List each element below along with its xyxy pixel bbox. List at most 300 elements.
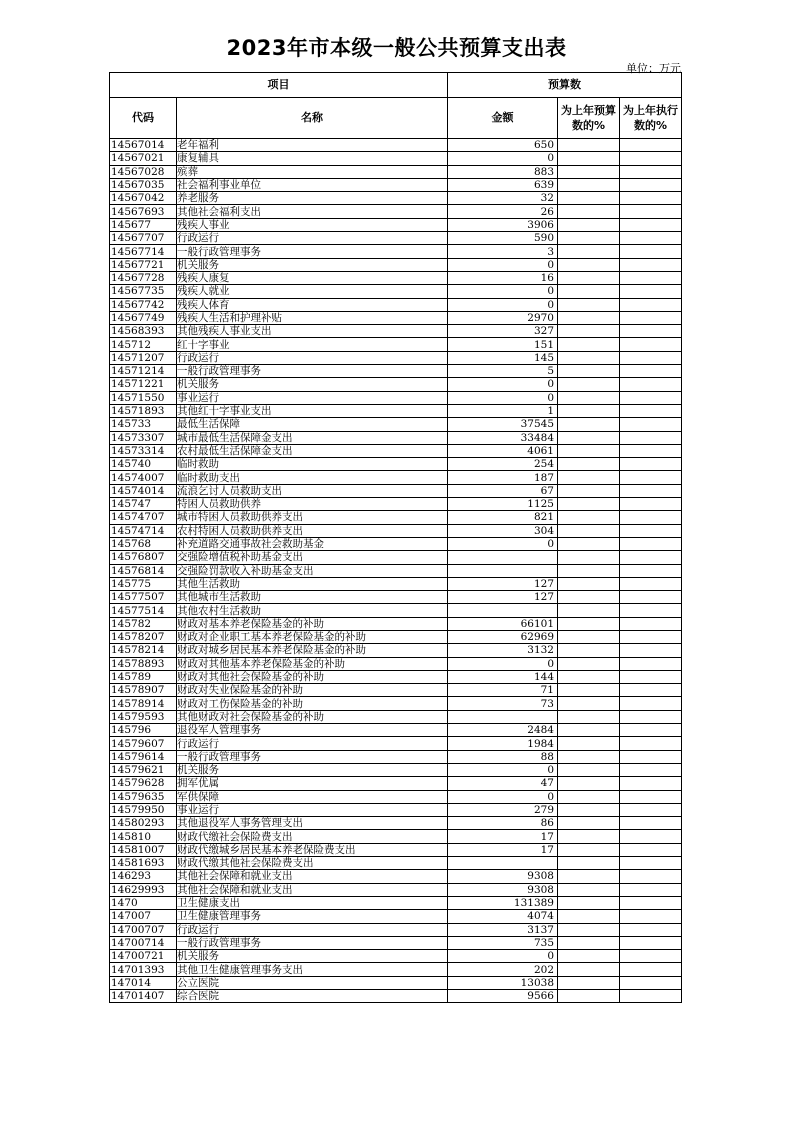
row-pct-prev-budget: [558, 192, 620, 205]
row-code: 145796: [110, 724, 177, 737]
row-amount: 86: [448, 817, 558, 830]
row-pct-prev-budget: [558, 710, 620, 723]
row-pct-prev-exec: [620, 458, 682, 471]
row-pct-prev-budget: [558, 404, 620, 417]
row-pct-prev-exec: [620, 298, 682, 311]
row-code: 145782: [110, 617, 177, 630]
row-pct-prev-exec: [620, 551, 682, 564]
table-row: [110, 351, 682, 364]
row-name: 其他社会保障和就业支出: [177, 870, 448, 883]
table-row: [110, 537, 682, 550]
row-name: 殡葬: [177, 165, 448, 178]
row-code: 14578914: [110, 697, 177, 710]
row-name: 残疾人事业: [177, 218, 448, 231]
row-amount: 26: [448, 205, 558, 218]
row-name: 交强险罚款收入补助基金支出: [177, 564, 448, 577]
row-name: 财政代缴城乡居民基本养老保险费支出: [177, 843, 448, 856]
table-row: [110, 378, 682, 391]
row-pct-prev-exec: [620, 418, 682, 431]
row-pct-prev-exec: [620, 192, 682, 205]
row-pct-prev-exec: [620, 870, 682, 883]
row-amount: 0: [448, 258, 558, 271]
table-row: [110, 245, 682, 258]
row-code: 14577514: [110, 604, 177, 617]
row-code: 145740: [110, 458, 177, 471]
row-amount: 145: [448, 351, 558, 364]
row-pct-prev-budget: [558, 750, 620, 763]
row-pct-prev-exec: [620, 351, 682, 364]
table-row: [110, 192, 682, 205]
row-pct-prev-exec: [620, 843, 682, 856]
row-pct-prev-budget: [558, 870, 620, 883]
header-code: 代码: [110, 98, 177, 139]
row-pct-prev-budget: [558, 258, 620, 271]
row-code: 14573307: [110, 431, 177, 444]
table-row: [110, 232, 682, 245]
table-row: [110, 777, 682, 790]
row-code: 14579635: [110, 790, 177, 803]
table-row: [110, 431, 682, 444]
row-pct-prev-exec: [620, 737, 682, 750]
budget-table: [109, 72, 682, 1003]
row-name: 一般行政管理事务: [177, 936, 448, 949]
row-pct-prev-exec: [620, 205, 682, 218]
row-amount: 0: [448, 298, 558, 311]
row-code: 14576814: [110, 564, 177, 577]
row-code: 145768: [110, 537, 177, 550]
table-row: [110, 724, 682, 737]
row-name: 军供保障: [177, 790, 448, 803]
row-name: 社会福利事业单位: [177, 178, 448, 191]
row-pct-prev-exec: [620, 657, 682, 670]
table-row: [110, 511, 682, 524]
table-row: [110, 365, 682, 378]
row-pct-prev-exec: [620, 724, 682, 737]
row-pct-prev-budget: [558, 923, 620, 936]
row-code: 14578214: [110, 644, 177, 657]
row-pct-prev-exec: [620, 338, 682, 351]
table-row: [110, 763, 682, 776]
row-pct-prev-exec: [620, 471, 682, 484]
row-amount: 590: [448, 232, 558, 245]
row-name: 机关服务: [177, 950, 448, 963]
row-pct-prev-budget: [558, 391, 620, 404]
row-code: 145810: [110, 830, 177, 843]
row-code: 14576807: [110, 551, 177, 564]
row-name: 残疾人就业: [177, 285, 448, 298]
row-pct-prev-exec: [620, 790, 682, 803]
row-name: 其他社会福利支出: [177, 205, 448, 218]
row-amount: [448, 710, 558, 723]
row-amount: 0: [448, 152, 558, 165]
row-pct-prev-budget: [558, 418, 620, 431]
row-code: 14567714: [110, 245, 177, 258]
row-pct-prev-budget: [558, 950, 620, 963]
row-code: 145747: [110, 498, 177, 511]
row-name: 其他社会保障和就业支出: [177, 883, 448, 896]
table-row: [110, 963, 682, 976]
row-name: 其他红十字事业支出: [177, 404, 448, 417]
row-amount: 4074: [448, 910, 558, 923]
row-pct-prev-budget: [558, 325, 620, 338]
row-amount: 1984: [448, 737, 558, 750]
row-amount: 0: [448, 378, 558, 391]
row-pct-prev-exec: [620, 697, 682, 710]
table-row: [110, 790, 682, 803]
row-code: 14629993: [110, 883, 177, 896]
table-row: [110, 391, 682, 404]
row-pct-prev-exec: [620, 524, 682, 537]
table-row: [110, 165, 682, 178]
row-amount: 127: [448, 577, 558, 590]
row-pct-prev-exec: [620, 936, 682, 949]
row-pct-prev-exec: [620, 591, 682, 604]
row-pct-prev-budget: [558, 910, 620, 923]
table-row: [110, 591, 682, 604]
row-pct-prev-exec: [620, 763, 682, 776]
row-amount: 9308: [448, 870, 558, 883]
row-pct-prev-budget: [558, 763, 620, 776]
row-pct-prev-exec: [620, 152, 682, 165]
row-pct-prev-budget: [558, 630, 620, 643]
row-name: 行政运行: [177, 737, 448, 750]
row-name: 卫生健康管理事务: [177, 910, 448, 923]
row-amount: [448, 564, 558, 577]
row-code: 147014: [110, 976, 177, 989]
table-row: [110, 577, 682, 590]
row-pct-prev-budget: [558, 139, 620, 152]
row-amount: [448, 857, 558, 870]
table-row: [110, 551, 682, 564]
row-name: 行政运行: [177, 923, 448, 936]
table-body: [110, 139, 682, 1003]
row-code: 14579607: [110, 737, 177, 750]
row-code: 14579950: [110, 803, 177, 816]
row-code: 14581693: [110, 857, 177, 870]
table-row: [110, 218, 682, 231]
row-pct-prev-exec: [620, 950, 682, 963]
row-code: 14567042: [110, 192, 177, 205]
header-name: 名称: [177, 98, 448, 139]
row-code: 14701393: [110, 963, 177, 976]
table-row: [110, 258, 682, 271]
row-pct-prev-exec: [620, 883, 682, 896]
row-pct-prev-exec: [620, 684, 682, 697]
table-row: [110, 710, 682, 723]
row-code: 14581007: [110, 843, 177, 856]
table-row: [110, 524, 682, 537]
row-code: 14567735: [110, 285, 177, 298]
row-amount: 883: [448, 165, 558, 178]
row-pct-prev-exec: [620, 431, 682, 444]
table-row: [110, 936, 682, 949]
row-pct-prev-budget: [558, 338, 620, 351]
row-code: 14567707: [110, 232, 177, 245]
row-amount: [448, 551, 558, 564]
row-name: 财政代缴社会保险费支出: [177, 830, 448, 843]
row-amount: 16: [448, 271, 558, 284]
row-name: 财政对其他社会保险基金的补助: [177, 670, 448, 683]
row-amount: 5: [448, 365, 558, 378]
row-pct-prev-exec: [620, 365, 682, 378]
row-code: 14580293: [110, 817, 177, 830]
row-amount: 66101: [448, 617, 558, 630]
row-pct-prev-budget: [558, 471, 620, 484]
row-amount: 0: [448, 657, 558, 670]
row-amount: 202: [448, 963, 558, 976]
row-amount: 1125: [448, 498, 558, 511]
table-row: [110, 910, 682, 923]
table-row: [110, 737, 682, 750]
row-amount: 735: [448, 936, 558, 949]
row-name: 老年福利: [177, 139, 448, 152]
row-pct-prev-exec: [620, 258, 682, 271]
table-row: [110, 870, 682, 883]
table-row: [110, 857, 682, 870]
row-pct-prev-budget: [558, 271, 620, 284]
row-pct-prev-exec: [620, 325, 682, 338]
table-row: [110, 923, 682, 936]
row-code: 14579614: [110, 750, 177, 763]
table-row: [110, 883, 682, 896]
row-name: 财政对工伤保险基金的补助: [177, 697, 448, 710]
table-row: [110, 684, 682, 697]
row-code: 14579628: [110, 777, 177, 790]
row-amount: 71: [448, 684, 558, 697]
table-row: [110, 657, 682, 670]
unit-label: 单位：万元: [626, 62, 681, 75]
row-pct-prev-budget: [558, 551, 620, 564]
table-row: [110, 803, 682, 816]
row-pct-prev-budget: [558, 498, 620, 511]
row-pct-prev-budget: [558, 777, 620, 790]
row-pct-prev-budget: [558, 458, 620, 471]
row-amount: 73: [448, 697, 558, 710]
row-pct-prev-exec: [620, 857, 682, 870]
table-row: [110, 817, 682, 830]
table-row: [110, 178, 682, 191]
row-pct-prev-exec: [620, 963, 682, 976]
row-pct-prev-exec: [620, 139, 682, 152]
row-name: 其他卫生健康管理事务支出: [177, 963, 448, 976]
row-amount: 304: [448, 524, 558, 537]
row-pct-prev-exec: [620, 218, 682, 231]
row-name: 残疾人体育: [177, 298, 448, 311]
row-pct-prev-budget: [558, 178, 620, 191]
row-code: 14574714: [110, 524, 177, 537]
row-code: 14571207: [110, 351, 177, 364]
header-pct-prev-budget: 为上年预算数的%: [558, 98, 620, 139]
table-row: [110, 404, 682, 417]
row-pct-prev-exec: [620, 271, 682, 284]
row-pct-prev-budget: [558, 990, 620, 1003]
row-pct-prev-budget: [558, 790, 620, 803]
row-name: 养老服务: [177, 192, 448, 205]
row-amount: 131389: [448, 896, 558, 909]
row-amount: 2970: [448, 311, 558, 324]
row-pct-prev-exec: [620, 630, 682, 643]
row-pct-prev-exec: [620, 777, 682, 790]
row-pct-prev-budget: [558, 963, 620, 976]
row-amount: 2484: [448, 724, 558, 737]
row-amount: 0: [448, 763, 558, 776]
row-pct-prev-budget: [558, 205, 620, 218]
row-name: 农村最低生活保障金支出: [177, 444, 448, 457]
row-pct-prev-budget: [558, 644, 620, 657]
header-amount: 金额: [448, 98, 558, 139]
row-code: 145789: [110, 670, 177, 683]
row-amount: 9308: [448, 883, 558, 896]
row-code: 147007: [110, 910, 177, 923]
row-amount: 17: [448, 830, 558, 843]
row-pct-prev-budget: [558, 152, 620, 165]
row-code: 14567721: [110, 258, 177, 271]
row-amount: 3: [448, 245, 558, 258]
row-name: 补充道路交通事故社会救助基金: [177, 537, 448, 550]
table-row: [110, 498, 682, 511]
row-name: 临时救助支出: [177, 471, 448, 484]
row-pct-prev-exec: [620, 830, 682, 843]
row-amount: [448, 604, 558, 617]
row-pct-prev-budget: [558, 724, 620, 737]
row-pct-prev-exec: [620, 803, 682, 816]
row-name: 红十字事业: [177, 338, 448, 351]
row-code: 14578907: [110, 684, 177, 697]
table-row: [110, 139, 682, 152]
row-pct-prev-budget: [558, 311, 620, 324]
row-code: 14574707: [110, 511, 177, 524]
row-amount: 650: [448, 139, 558, 152]
row-pct-prev-exec: [620, 404, 682, 417]
row-name: 卫生健康支出: [177, 896, 448, 909]
row-amount: 3132: [448, 644, 558, 657]
row-pct-prev-exec: [620, 896, 682, 909]
row-code: 14567028: [110, 165, 177, 178]
row-amount: 3137: [448, 923, 558, 936]
row-amount: 0: [448, 537, 558, 550]
row-pct-prev-budget: [558, 218, 620, 231]
row-code: 14578893: [110, 657, 177, 670]
row-name: 农村特困人员救助供养支出: [177, 524, 448, 537]
row-name: 一般行政管理事务: [177, 750, 448, 763]
row-amount: 187: [448, 471, 558, 484]
row-pct-prev-exec: [620, 577, 682, 590]
row-pct-prev-budget: [558, 165, 620, 178]
row-amount: 127: [448, 591, 558, 604]
table-row: [110, 444, 682, 457]
row-pct-prev-budget: [558, 232, 620, 245]
row-code: 14574007: [110, 471, 177, 484]
row-name: 行政运行: [177, 351, 448, 364]
row-amount: 3906: [448, 218, 558, 231]
row-pct-prev-budget: [558, 484, 620, 497]
row-pct-prev-budget: [558, 670, 620, 683]
header-item: 项目: [110, 73, 448, 98]
row-amount: 47: [448, 777, 558, 790]
row-pct-prev-budget: [558, 591, 620, 604]
row-amount: 254: [448, 458, 558, 471]
table-row: [110, 564, 682, 577]
row-code: 14579621: [110, 763, 177, 776]
row-amount: 17: [448, 843, 558, 856]
row-pct-prev-exec: [620, 498, 682, 511]
table-row: [110, 990, 682, 1003]
row-name: 临时救助: [177, 458, 448, 471]
row-amount: 144: [448, 670, 558, 683]
row-name: 财政对城乡居民基本养老保险基金的补助: [177, 644, 448, 657]
row-code: 14577507: [110, 591, 177, 604]
table-row: [110, 484, 682, 497]
row-pct-prev-budget: [558, 285, 620, 298]
row-pct-prev-exec: [620, 285, 682, 298]
row-code: 145677: [110, 218, 177, 231]
row-name: 财政对其他基本养老保险基金的补助: [177, 657, 448, 670]
row-code: 14567728: [110, 271, 177, 284]
row-code: 14701407: [110, 990, 177, 1003]
row-pct-prev-budget: [558, 511, 620, 524]
row-amount: 33484: [448, 431, 558, 444]
table-row: [110, 644, 682, 657]
table-row: [110, 418, 682, 431]
row-name: 事业运行: [177, 803, 448, 816]
row-pct-prev-budget: [558, 431, 620, 444]
row-name: 其他农村生活救助: [177, 604, 448, 617]
row-name: 最低生活保障: [177, 418, 448, 431]
row-amount: 0: [448, 391, 558, 404]
table-row: [110, 311, 682, 324]
row-amount: 327: [448, 325, 558, 338]
row-name: 财政对基本养老保险基金的补助: [177, 617, 448, 630]
row-pct-prev-exec: [620, 750, 682, 763]
row-pct-prev-budget: [558, 657, 620, 670]
row-pct-prev-exec: [620, 444, 682, 457]
table-row: [110, 830, 682, 843]
row-pct-prev-budget: [558, 843, 620, 856]
row-amount: 821: [448, 511, 558, 524]
row-code: 146293: [110, 870, 177, 883]
table-row: [110, 471, 682, 484]
table-row: [110, 271, 682, 284]
row-pct-prev-budget: [558, 830, 620, 843]
row-name: 财政对失业保险基金的补助: [177, 684, 448, 697]
table-row: [110, 896, 682, 909]
row-name: 其他城市生活救助: [177, 591, 448, 604]
row-amount: 62969: [448, 630, 558, 643]
row-name: 其他残疾人事业支出: [177, 325, 448, 338]
row-pct-prev-budget: [558, 803, 620, 816]
row-name: 财政对企业职工基本养老保险基金的补助: [177, 630, 448, 643]
row-pct-prev-exec: [620, 910, 682, 923]
row-name: 一般行政管理事务: [177, 365, 448, 378]
row-name: 事业运行: [177, 391, 448, 404]
row-amount: 32: [448, 192, 558, 205]
row-pct-prev-budget: [558, 857, 620, 870]
row-pct-prev-budget: [558, 444, 620, 457]
row-code: 14571893: [110, 404, 177, 417]
row-pct-prev-budget: [558, 817, 620, 830]
row-name: 机关服务: [177, 378, 448, 391]
row-code: 14571221: [110, 378, 177, 391]
header-pct-prev-exec: 为上年执行数的%: [620, 98, 682, 139]
row-code: 14700721: [110, 950, 177, 963]
row-name: 拥军优属: [177, 777, 448, 790]
row-amount: 0: [448, 950, 558, 963]
row-name: 康复辅具: [177, 152, 448, 165]
row-code: 14567693: [110, 205, 177, 218]
row-name: 特困人员救助供养: [177, 498, 448, 511]
row-amount: 9566: [448, 990, 558, 1003]
row-code: 14567014: [110, 139, 177, 152]
